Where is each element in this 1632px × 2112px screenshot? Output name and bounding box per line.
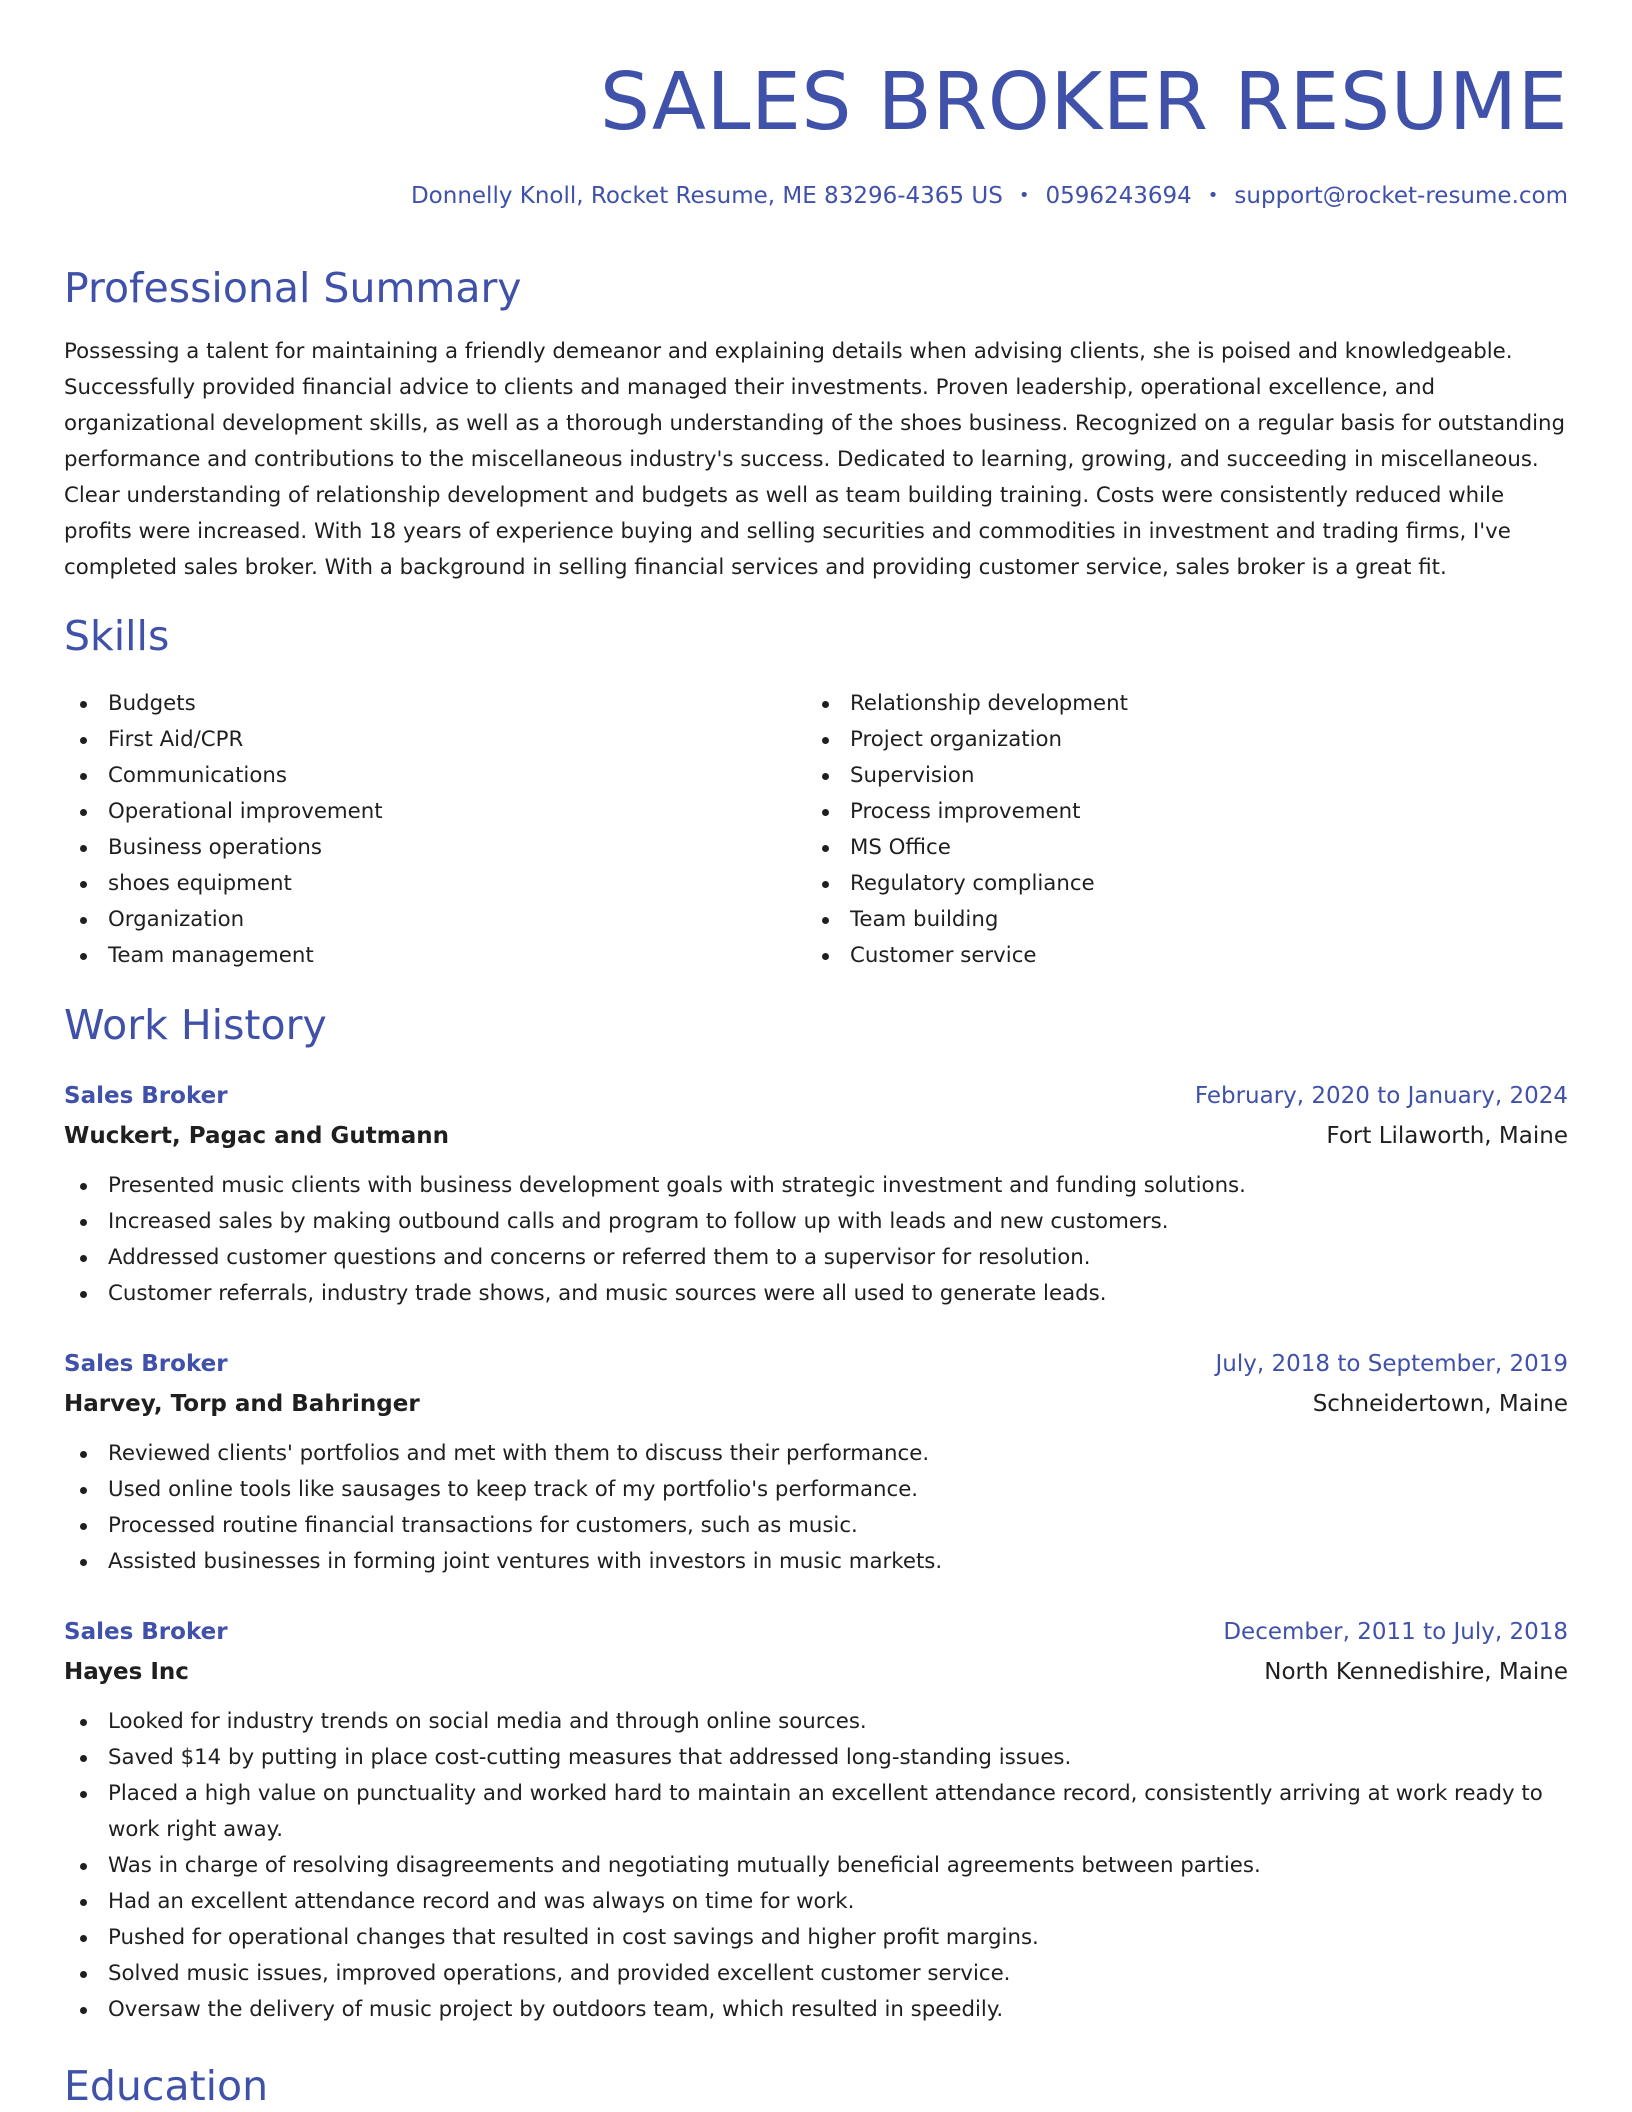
job-duties bbox=[64, 1436, 1568, 1580]
job-location: North Kennedishire, Maine bbox=[1264, 1659, 1568, 1685]
summary-text: Possessing a talent for maintaining a friendly demeanor and explaining details when advising clients, she is poised and knowledgeable. Successfully provided financial advice to clients and managed their investments. Proven leadership, operational excellence, and organizational development skills, as well as a thorough understanding of the shoes business. Recognized on a regular basis for outstanding performance and contributions to the miscellaneous industry's success. Dedicated to learning, growing, and succeeding in miscellaneous. Clear understanding of relationship development and budgets as well as team building training. Costs were consistently reduced while profits were increased. With 18 years of experience buying and selling securities and commodities in investment and trading firms, I've completed sales broker. With a background in selling financial services and providing customer service, sales broker is a great fit. bbox=[64, 339, 1566, 580]
job-company: Wuckert, Pagac and Gutmann bbox=[64, 1123, 449, 1149]
skills-list-left bbox=[64, 686, 764, 974]
job-company: Harvey, Torp and Bahringer bbox=[64, 1391, 420, 1417]
job-duty: Increased sales by making outbound calls and program to follow up with leads and new customers. bbox=[64, 1204, 1568, 1240]
job-duty: Assisted businesses in forming joint ventures with investors in music markets. bbox=[64, 1544, 1568, 1580]
job-duty: Oversaw the delivery of music project by outdoors team, which resulted in speedily. bbox=[64, 1992, 1568, 2028]
job-header-row bbox=[64, 1344, 1568, 1384]
section-heading-work-history: Work History bbox=[64, 1001, 327, 1049]
job-duty: Placed a high value on punctuality and worked hard to maintain an excellent attendance record, consistently arriving at work ready to work right away. bbox=[64, 1776, 1568, 1848]
job-duty: Saved $14 by putting in place cost-cutting measures that addressed long-standing issues. bbox=[64, 1740, 1568, 1776]
skill-item: Customer service bbox=[806, 938, 1506, 974]
job-duty: Reviewed clients' portfolios and met with them to discuss their performance. bbox=[64, 1436, 1568, 1472]
contact-address: Donnelly Knoll, Rocket Resume, ME 83296-4365 US bbox=[410, 183, 1003, 209]
section-heading-education: Education bbox=[64, 2062, 269, 2110]
job-duty: Used online tools like sausages to keep track of my portfolio's performance. bbox=[64, 1472, 1568, 1508]
skills-list-right bbox=[806, 686, 1506, 974]
contact-line bbox=[411, 180, 1568, 214]
job-duties bbox=[64, 1168, 1568, 1312]
job-header-row bbox=[64, 1612, 1568, 1652]
job-title: Sales Broker bbox=[64, 1619, 228, 1645]
skill-item: Relationship development bbox=[806, 686, 1506, 722]
job-duty: Customer referrals, industry trade shows, and music sources were all used to generate leads. bbox=[64, 1276, 1568, 1312]
job-duty: Solved music issues, improved operations, and provided excellent customer service. bbox=[64, 1956, 1568, 1992]
job-title: Sales Broker bbox=[64, 1083, 228, 1109]
skill-item: Process improvement bbox=[806, 794, 1506, 830]
skill-item: Organization bbox=[64, 902, 764, 938]
job-location: Fort Lilaworth, Maine bbox=[1326, 1123, 1568, 1149]
contact-email: support@rocket-resume.com bbox=[1234, 183, 1568, 209]
skill-item: Team building bbox=[806, 902, 1506, 938]
job-duty: Addressed customer questions and concerns or referred them to a supervisor for resolution. bbox=[64, 1240, 1568, 1276]
job-company-row bbox=[64, 1116, 1568, 1156]
job-entry bbox=[64, 1344, 1568, 1580]
contact-phone: 0596243694 bbox=[1045, 183, 1192, 209]
job-duty: Had an excellent attendance record and was always on time for work. bbox=[64, 1884, 1568, 1920]
skill-item: Budgets bbox=[64, 686, 764, 722]
job-title: Sales Broker bbox=[64, 1351, 228, 1377]
job-location: Schneidertown, Maine bbox=[1312, 1391, 1568, 1417]
job-duty: Presented music clients with business development goals with strategic investment and funding solutions. bbox=[64, 1168, 1568, 1204]
skill-item: shoes equipment bbox=[64, 866, 764, 902]
skill-item: Business operations bbox=[64, 830, 764, 866]
job-duty: Looked for industry trends on social media and through online sources. bbox=[64, 1704, 1568, 1740]
job-dates: December, 2011 to July, 2018 bbox=[1223, 1619, 1568, 1645]
job-company: Hayes Inc bbox=[64, 1659, 189, 1685]
job-duty: Was in charge of resolving disagreements and negotiating mutually beneficial agreements between parties. bbox=[64, 1848, 1568, 1884]
job-dates: February, 2020 to January, 2024 bbox=[1194, 1083, 1568, 1109]
skill-item: Team management bbox=[64, 938, 764, 974]
skill-item: Regulatory compliance bbox=[806, 866, 1506, 902]
job-entry bbox=[64, 1612, 1568, 2028]
job-company-row bbox=[64, 1384, 1568, 1424]
skill-item: MS Office bbox=[806, 830, 1506, 866]
contact-separator: • bbox=[1018, 185, 1030, 206]
job-company-row bbox=[64, 1652, 1568, 1692]
contact-separator: • bbox=[1207, 185, 1219, 206]
section-heading-summary: Professional Summary bbox=[64, 264, 522, 312]
job-dates: July, 2018 to September, 2019 bbox=[1215, 1351, 1568, 1377]
job-duties bbox=[64, 1704, 1568, 2028]
resume-title: SALES BROKER RESUME bbox=[599, 56, 1568, 148]
skill-item: Project organization bbox=[806, 722, 1506, 758]
job-entry bbox=[64, 1076, 1568, 1312]
skill-item: Operational improvement bbox=[64, 794, 764, 830]
job-duty: Pushed for operational changes that resulted in cost savings and higher profit margins. bbox=[64, 1920, 1568, 1956]
job-header-row bbox=[64, 1076, 1568, 1116]
section-heading-skills: Skills bbox=[64, 612, 170, 660]
job-duty: Processed routine financial transactions for customers, such as music. bbox=[64, 1508, 1568, 1544]
skill-item: First Aid/CPR bbox=[64, 722, 764, 758]
skill-item: Communications bbox=[64, 758, 764, 794]
skill-item: Supervision bbox=[806, 758, 1506, 794]
